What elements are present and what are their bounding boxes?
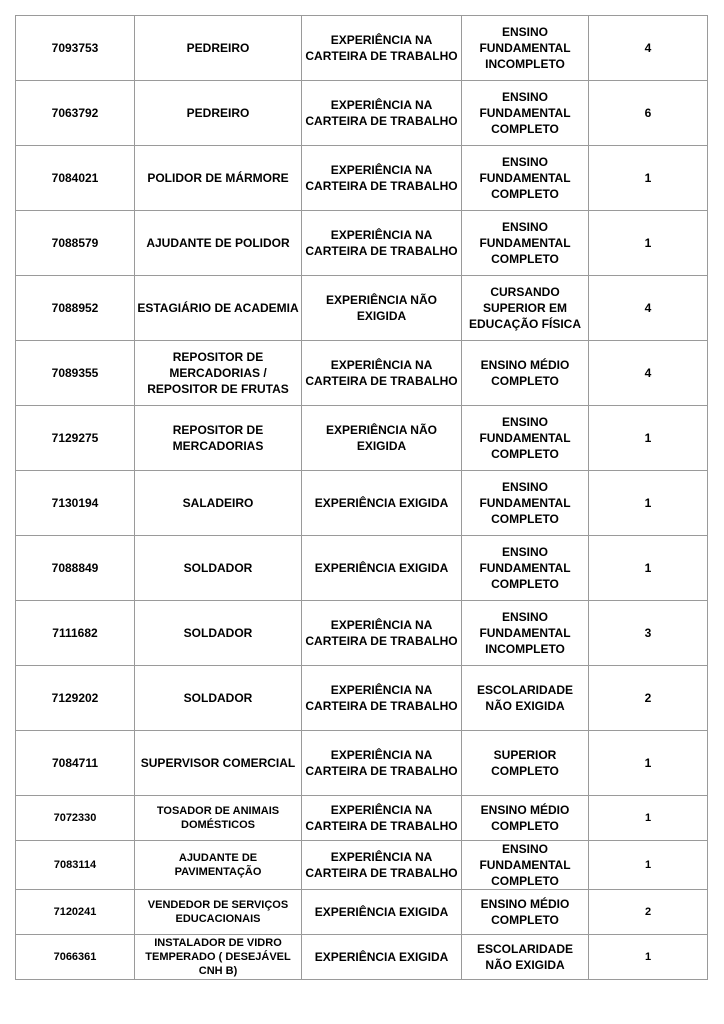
schooling-requirement: ENSINO FUNDAMENTAL COMPLETO bbox=[462, 536, 589, 601]
vacancy-code: 7093753 bbox=[16, 16, 135, 81]
schooling-requirement: ENSINO FUNDAMENTAL COMPLETO bbox=[462, 841, 589, 890]
schooling-requirement: ENSINO FUNDAMENTAL COMPLETO bbox=[462, 81, 589, 146]
table-row bbox=[16, 406, 708, 471]
vacancy-code: 7129275 bbox=[16, 406, 135, 471]
table-row bbox=[16, 81, 708, 146]
vacancy-code: 7072330 bbox=[16, 796, 135, 841]
table-row bbox=[16, 935, 708, 980]
job-title: VENDEDOR DE SERVIÇOS EDUCACIONAIS bbox=[135, 890, 302, 935]
job-title: AJUDANTE DE PAVIMENTAÇÃO bbox=[135, 841, 302, 890]
vacancy-code: 7088849 bbox=[16, 536, 135, 601]
experience-requirement: EXPERIÊNCIA NA CARTEIRA DE TRABALHO bbox=[302, 81, 462, 146]
job-title: PEDREIRO bbox=[135, 16, 302, 81]
experience-requirement: EXPERIÊNCIA NA CARTEIRA DE TRABALHO bbox=[302, 731, 462, 796]
table-row bbox=[16, 666, 708, 731]
schooling-requirement: ENSINO MÉDIO COMPLETO bbox=[462, 341, 589, 406]
table-row bbox=[16, 341, 708, 406]
vacancy-code: 7111682 bbox=[16, 601, 135, 666]
vacancy-code: 7066361 bbox=[16, 935, 135, 980]
vacancy-count: 3 bbox=[589, 601, 708, 666]
job-title: SOLDADOR bbox=[135, 536, 302, 601]
table-row bbox=[16, 471, 708, 536]
experience-requirement: EXPERIÊNCIA NÃO EXIGIDA bbox=[302, 276, 462, 341]
schooling-requirement: ENSINO FUNDAMENTAL COMPLETO bbox=[462, 146, 589, 211]
table-row bbox=[16, 796, 708, 841]
vacancy-count: 1 bbox=[589, 796, 708, 841]
table-row bbox=[16, 841, 708, 890]
experience-requirement: EXPERIÊNCIA NA CARTEIRA DE TRABALHO bbox=[302, 796, 462, 841]
job-vacancies-table bbox=[15, 15, 708, 980]
job-title: SALADEIRO bbox=[135, 471, 302, 536]
job-title: TOSADOR DE ANIMAIS DOMÉSTICOS bbox=[135, 796, 302, 841]
table-row bbox=[16, 536, 708, 601]
experience-requirement: EXPERIÊNCIA EXIGIDA bbox=[302, 536, 462, 601]
experience-requirement: EXPERIÊNCIA NA CARTEIRA DE TRABALHO bbox=[302, 341, 462, 406]
vacancy-code: 7084711 bbox=[16, 731, 135, 796]
experience-requirement: EXPERIÊNCIA NA CARTEIRA DE TRABALHO bbox=[302, 211, 462, 276]
job-title: POLIDOR DE MÁRMORE bbox=[135, 146, 302, 211]
vacancy-code: 7129202 bbox=[16, 666, 135, 731]
experience-requirement: EXPERIÊNCIA NA CARTEIRA DE TRABALHO bbox=[302, 146, 462, 211]
schooling-requirement: ENSINO MÉDIO COMPLETO bbox=[462, 796, 589, 841]
vacancy-count: 1 bbox=[589, 471, 708, 536]
vacancy-code: 7088952 bbox=[16, 276, 135, 341]
vacancy-code: 7063792 bbox=[16, 81, 135, 146]
vacancy-code: 7083114 bbox=[16, 841, 135, 890]
schooling-requirement: ENSINO FUNDAMENTAL INCOMPLETO bbox=[462, 601, 589, 666]
experience-requirement: EXPERIÊNCIA NA CARTEIRA DE TRABALHO bbox=[302, 666, 462, 731]
experience-requirement: EXPERIÊNCIA EXIGIDA bbox=[302, 471, 462, 536]
vacancy-count: 6 bbox=[589, 81, 708, 146]
job-title: AJUDANTE DE POLIDOR bbox=[135, 211, 302, 276]
vacancy-count: 4 bbox=[589, 341, 708, 406]
schooling-requirement: ENSINO FUNDAMENTAL COMPLETO bbox=[462, 211, 589, 276]
vacancy-count: 2 bbox=[589, 666, 708, 731]
experience-requirement: EXPERIÊNCIA NA CARTEIRA DE TRABALHO bbox=[302, 16, 462, 81]
vacancy-count: 4 bbox=[589, 16, 708, 81]
table-row bbox=[16, 276, 708, 341]
job-title: ESTAGIÁRIO DE ACADEMIA bbox=[135, 276, 302, 341]
experience-requirement: EXPERIÊNCIA EXIGIDA bbox=[302, 890, 462, 935]
job-title: REPOSITOR DE MERCADORIAS / REPOSITOR DE FRUTAS bbox=[135, 341, 302, 406]
vacancy-code: 7088579 bbox=[16, 211, 135, 276]
job-title: REPOSITOR DE MERCADORIAS bbox=[135, 406, 302, 471]
experience-requirement: EXPERIÊNCIA NÃO EXIGIDA bbox=[302, 406, 462, 471]
vacancy-code: 7089355 bbox=[16, 341, 135, 406]
vacancy-count: 4 bbox=[589, 276, 708, 341]
job-title: SOLDADOR bbox=[135, 601, 302, 666]
schooling-requirement: ENSINO FUNDAMENTAL INCOMPLETO bbox=[462, 16, 589, 81]
vacancy-code: 7130194 bbox=[16, 471, 135, 536]
schooling-requirement: ENSINO FUNDAMENTAL COMPLETO bbox=[462, 471, 589, 536]
table-row bbox=[16, 601, 708, 666]
table-row bbox=[16, 731, 708, 796]
vacancy-count: 1 bbox=[589, 935, 708, 980]
experience-requirement: EXPERIÊNCIA NA CARTEIRA DE TRABALHO bbox=[302, 601, 462, 666]
job-title: INSTALADOR DE VIDRO TEMPERADO ( DESEJÁVEL CNH B) bbox=[135, 935, 302, 980]
table-row bbox=[16, 890, 708, 935]
schooling-requirement: SUPERIOR COMPLETO bbox=[462, 731, 589, 796]
vacancy-count: 1 bbox=[589, 841, 708, 890]
vacancy-code: 7120241 bbox=[16, 890, 135, 935]
vacancy-code: 7084021 bbox=[16, 146, 135, 211]
job-title: SUPERVISOR COMERCIAL bbox=[135, 731, 302, 796]
schooling-requirement: CURSANDO SUPERIOR EM EDUCAÇÃO FÍSICA bbox=[462, 276, 589, 341]
schooling-requirement: ENSINO MÉDIO COMPLETO bbox=[462, 890, 589, 935]
table-row bbox=[16, 146, 708, 211]
table-row bbox=[16, 16, 708, 81]
vacancy-count: 1 bbox=[589, 731, 708, 796]
vacancy-count: 1 bbox=[589, 146, 708, 211]
experience-requirement: EXPERIÊNCIA NA CARTEIRA DE TRABALHO bbox=[302, 841, 462, 890]
vacancy-count: 2 bbox=[589, 890, 708, 935]
table-row bbox=[16, 211, 708, 276]
schooling-requirement: ENSINO FUNDAMENTAL COMPLETO bbox=[462, 406, 589, 471]
experience-requirement: EXPERIÊNCIA EXIGIDA bbox=[302, 935, 462, 980]
schooling-requirement: ESCOLARIDADE NÃO EXIGIDA bbox=[462, 666, 589, 731]
schooling-requirement: ESCOLARIDADE NÃO EXIGIDA bbox=[462, 935, 589, 980]
vacancy-count: 1 bbox=[589, 211, 708, 276]
vacancy-count: 1 bbox=[589, 536, 708, 601]
job-title: PEDREIRO bbox=[135, 81, 302, 146]
vacancy-count: 1 bbox=[589, 406, 708, 471]
table-body bbox=[16, 16, 708, 980]
job-title: SOLDADOR bbox=[135, 666, 302, 731]
